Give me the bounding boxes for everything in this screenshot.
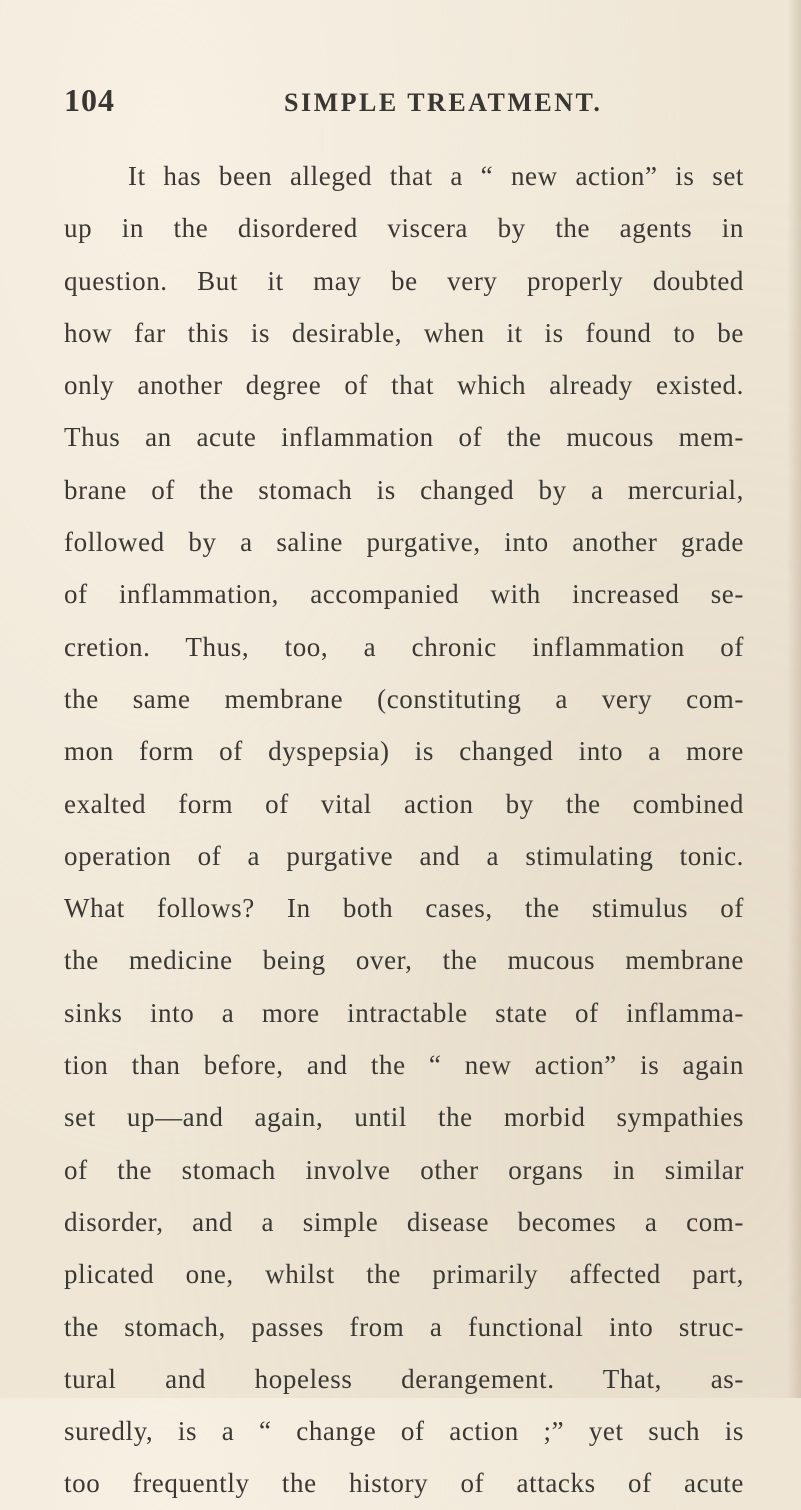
body-paragraph bbox=[64, 150, 744, 1510]
text-line: question. But it may be very properly doubted bbox=[64, 265, 744, 296]
running-head: SIMPLE TREATMENT. bbox=[284, 88, 603, 117]
text-line: Thus an acute inflammation of the mucous mem- bbox=[64, 422, 744, 453]
text-line: set up—and again, until the morbid sympathies bbox=[64, 1102, 744, 1133]
text-line: operation of a purgative and a stimulating tonic. bbox=[64, 840, 744, 871]
text-line: sinks into a more intractable state of inflamma- bbox=[64, 997, 744, 1028]
page-edge-shadow bbox=[787, 0, 801, 1398]
text-line: disorder, and a simple disease becomes a com- bbox=[64, 1206, 744, 1237]
text-line: only another degree of that which already existed. bbox=[64, 370, 744, 401]
page-number: 104 bbox=[64, 82, 115, 118]
text-line: the stomach, passes from a functional into struc- bbox=[64, 1311, 744, 1342]
text-line: how far this is desirable, when it is found to be bbox=[64, 317, 744, 348]
text-line: It has been alleged that a “ new action” is set bbox=[128, 161, 744, 191]
text-line: up in the disordered viscera by the agents in bbox=[64, 213, 744, 244]
text-line: the same membrane (constituting a very com- bbox=[64, 683, 744, 714]
text-line: the medicine being over, the mucous membrane bbox=[64, 945, 744, 976]
text-line: too frequently the history of attacks of acute bbox=[64, 1468, 744, 1499]
text-line: plicated one, whilst the primarily affected part, bbox=[64, 1259, 744, 1290]
text-line: What follows? In both cases, the stimulus of bbox=[64, 893, 744, 924]
text-line: tion than before, and the “ new action” is again bbox=[64, 1050, 744, 1081]
text-line: of the stomach involve other organs in similar bbox=[64, 1154, 744, 1185]
text-line: followed by a saline purgative, into another grade bbox=[64, 527, 744, 558]
text-line: tural and hopeless derangement. That, as- bbox=[64, 1363, 744, 1394]
text-line: exalted form of vital action by the combined bbox=[64, 788, 744, 819]
text-line: cretion. Thus, too, a chronic inflammation of bbox=[64, 631, 744, 662]
text-line: suredly, is a “ change of action ;” yet such is bbox=[64, 1416, 744, 1447]
text-line: of inflammation, accompanied with increased se- bbox=[64, 579, 744, 610]
page-header bbox=[64, 82, 764, 118]
text-line: brane of the stomach is changed by a mercurial, bbox=[64, 474, 744, 505]
text-line: mon form of dyspepsia) is changed into a more bbox=[64, 736, 744, 767]
